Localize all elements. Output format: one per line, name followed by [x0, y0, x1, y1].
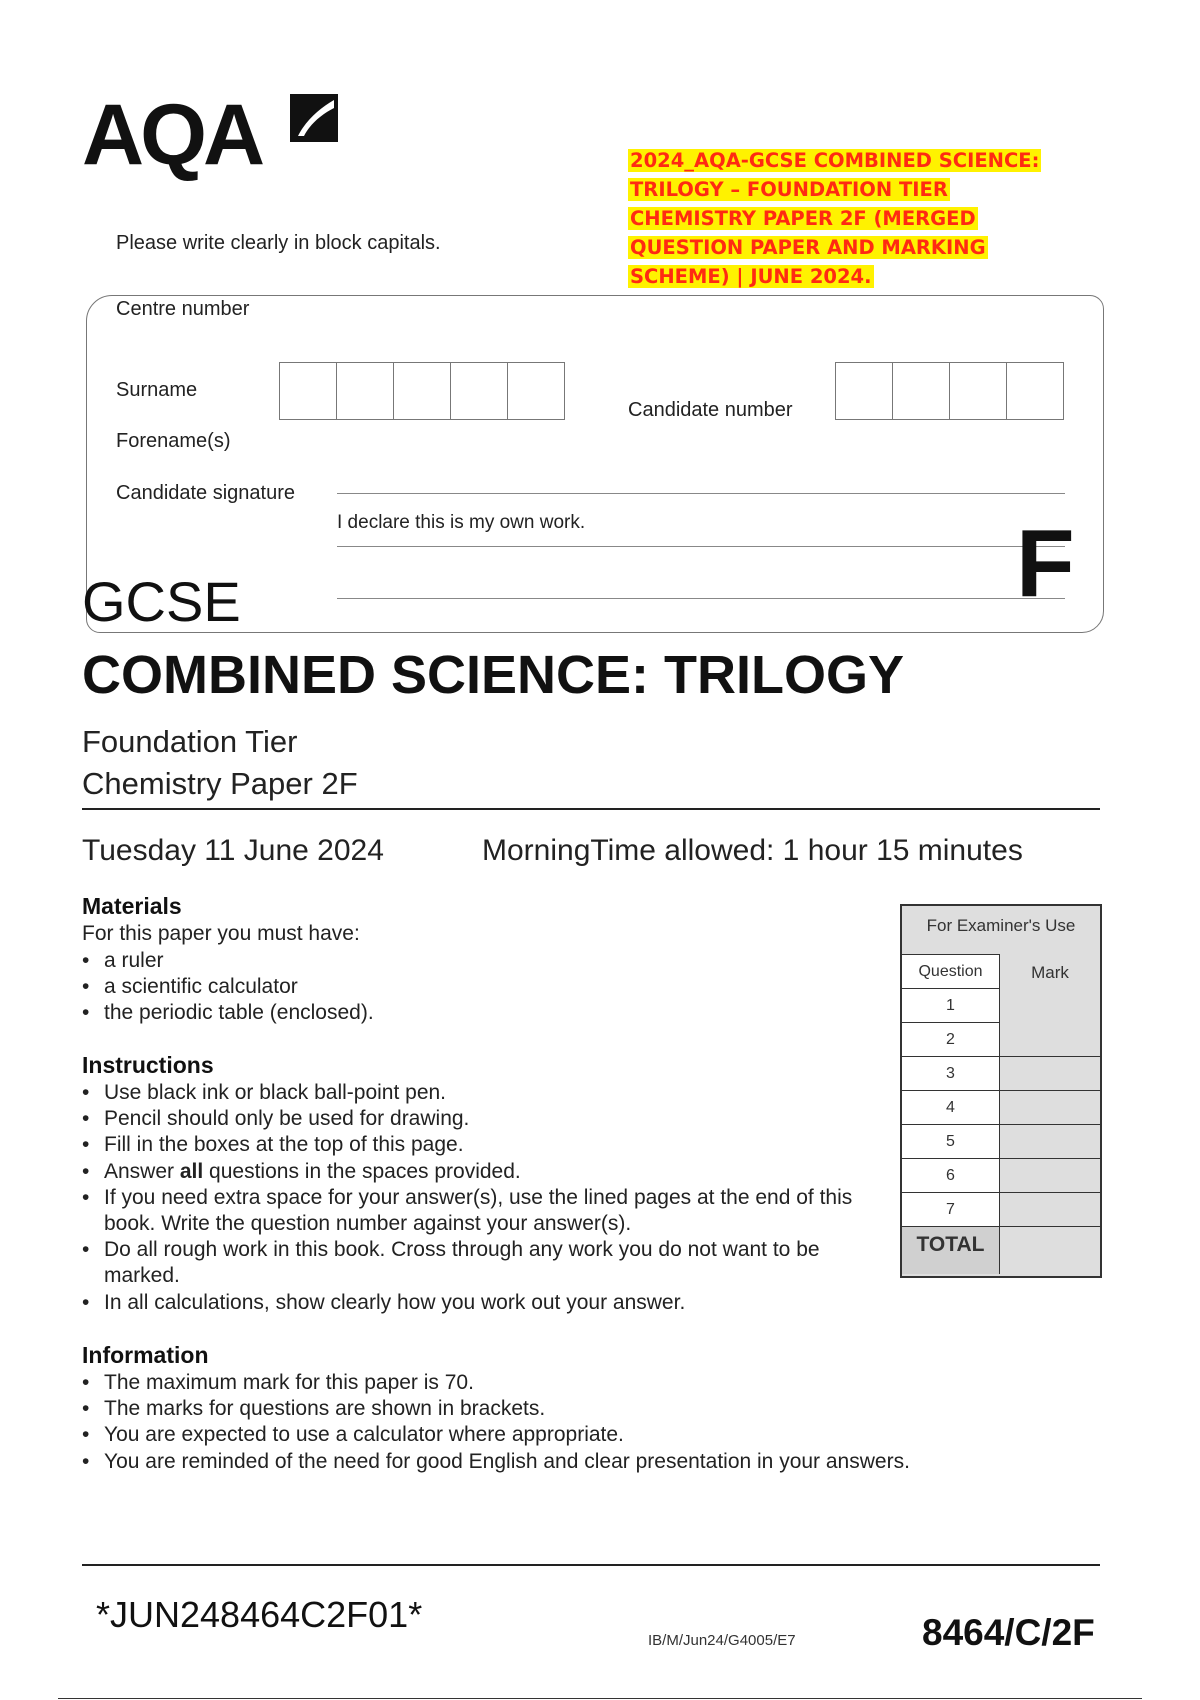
- materials-heading: Materials: [82, 893, 182, 919]
- mark-cell: [1000, 1056, 1100, 1090]
- question-number: 6: [902, 1158, 1000, 1192]
- question-number: 7: [902, 1192, 1000, 1226]
- list-item: • The marks for questions are shown in brackets.: [82, 1396, 1082, 1422]
- question-number: 1: [902, 988, 1000, 1022]
- list-item: • a ruler: [82, 948, 842, 974]
- footer-divider: [82, 1564, 1100, 1566]
- list-item: • You are expected to use a calculator where appropriate.: [82, 1422, 1082, 1448]
- mark-cell: [1000, 1192, 1100, 1226]
- centre-number-box[interactable]: [451, 363, 508, 419]
- centre-number-label: Centre number: [116, 298, 250, 320]
- information-list: [82, 1370, 1082, 1475]
- total-mark-cell: [1000, 1226, 1100, 1274]
- tier-title: Foundation Tier: [82, 724, 298, 759]
- qualification-title: GCSE: [82, 570, 241, 633]
- block-capitals-instruction: Please write clearly in block capitals.: [116, 232, 441, 254]
- list-item: • Do all rough work in this book. Cross through any work you do not want to be marked.: [82, 1237, 872, 1289]
- page-bottom-rule: [58, 1698, 1142, 1699]
- subject-title: COMBINED SCIENCE: TRILOGY: [82, 645, 905, 705]
- instructions-heading: Instructions: [82, 1052, 214, 1078]
- question-column-header: Question: [902, 954, 1000, 988]
- centre-number-box[interactable]: [394, 363, 451, 419]
- surname-label: Surname: [116, 379, 198, 401]
- centre-number-box[interactable]: [337, 363, 394, 419]
- candidate-number-label: Candidate number: [628, 399, 793, 421]
- centre-number-box[interactable]: [280, 363, 337, 419]
- mark-cell: [1000, 1158, 1100, 1192]
- information-heading: Information: [82, 1342, 209, 1368]
- paper-code: 8464/C/2F: [922, 1612, 1095, 1653]
- exam-date: Tuesday 11 June 2024: [82, 834, 384, 867]
- overlay-note: 2024_AQA-GCSE COMBINED SCIENCE: TRILOGY – FOUNDATION TIER CHEMISTRY PAPER 2F (MERGED QUESTION PAPER AND MARKING SCHEME) | JUNE 2024.: [630, 149, 1040, 288]
- list-item: • the periodic table (enclosed).: [82, 1000, 842, 1026]
- question-number: 3: [902, 1056, 1000, 1090]
- candidate-signature-label: Candidate signature: [116, 482, 296, 504]
- answer-line: [337, 598, 1065, 599]
- mark-cell: [1000, 1090, 1100, 1124]
- list-item: • Pencil should only be used for drawing.: [82, 1106, 872, 1132]
- list-item: • Fill in the boxes at the top of this page.: [82, 1132, 872, 1158]
- candidate-number-box[interactable]: [893, 363, 950, 419]
- session-time: MorningTime allowed: 1 hour 15 minutes: [482, 834, 1023, 867]
- candidate-number-box[interactable]: [1007, 363, 1063, 419]
- candidate-number-boxes[interactable]: [835, 362, 1064, 420]
- total-label: TOTAL: [902, 1226, 1000, 1274]
- signature-line[interactable]: [337, 493, 1065, 494]
- list-item: • a scientific calculator: [82, 974, 842, 1000]
- divider: [82, 808, 1100, 810]
- reference-code: IB/M/Jun24/G4005/E7: [648, 1632, 796, 1649]
- materials-intro: For this paper you must have:: [82, 922, 360, 945]
- candidate-number-box[interactable]: [950, 363, 1007, 419]
- answer-line: [337, 546, 1065, 547]
- list-item: • Answer all questions in the spaces provided.: [82, 1159, 872, 1185]
- candidate-number-box[interactable]: [836, 363, 893, 419]
- paper-title: Chemistry Paper 2F: [82, 766, 358, 801]
- materials-list: [82, 948, 842, 1027]
- list-item: • The maximum mark for this paper is 70.: [82, 1370, 1082, 1396]
- question-number: 2: [902, 1022, 1000, 1056]
- centre-number-box[interactable]: [508, 363, 564, 419]
- examiners-use-table: [900, 904, 1102, 1278]
- tier-letter: F: [1016, 510, 1075, 617]
- question-number: 5: [902, 1124, 1000, 1158]
- list-item: • In all calculations, show clearly how you work out your answer.: [82, 1290, 872, 1316]
- barcode-text: *JUN248464C2F01*: [96, 1594, 423, 1635]
- centre-number-boxes[interactable]: [279, 362, 565, 420]
- aqa-logo-mark-icon: [286, 90, 342, 146]
- forenames-label: Forename(s): [116, 430, 231, 452]
- mark-column-header: Mark: [1031, 963, 1069, 982]
- aqa-logo: AQA: [82, 87, 262, 183]
- list-item: • You are reminded of the need for good English and clear presentation in your answers.: [82, 1449, 1082, 1475]
- examiners-use-title: For Examiner's Use: [926, 916, 1076, 935]
- instructions-list: [82, 1080, 872, 1316]
- declaration-text: I declare this is my own work.: [337, 512, 586, 533]
- question-number: 4: [902, 1090, 1000, 1124]
- list-item: • If you need extra space for your answer(s), use the lined pages at the end of this book. Write the question number against your answer(s).: [82, 1185, 872, 1237]
- mark-cell: [1000, 1124, 1100, 1158]
- list-item: • Use black ink or black ball-point pen.: [82, 1080, 872, 1106]
